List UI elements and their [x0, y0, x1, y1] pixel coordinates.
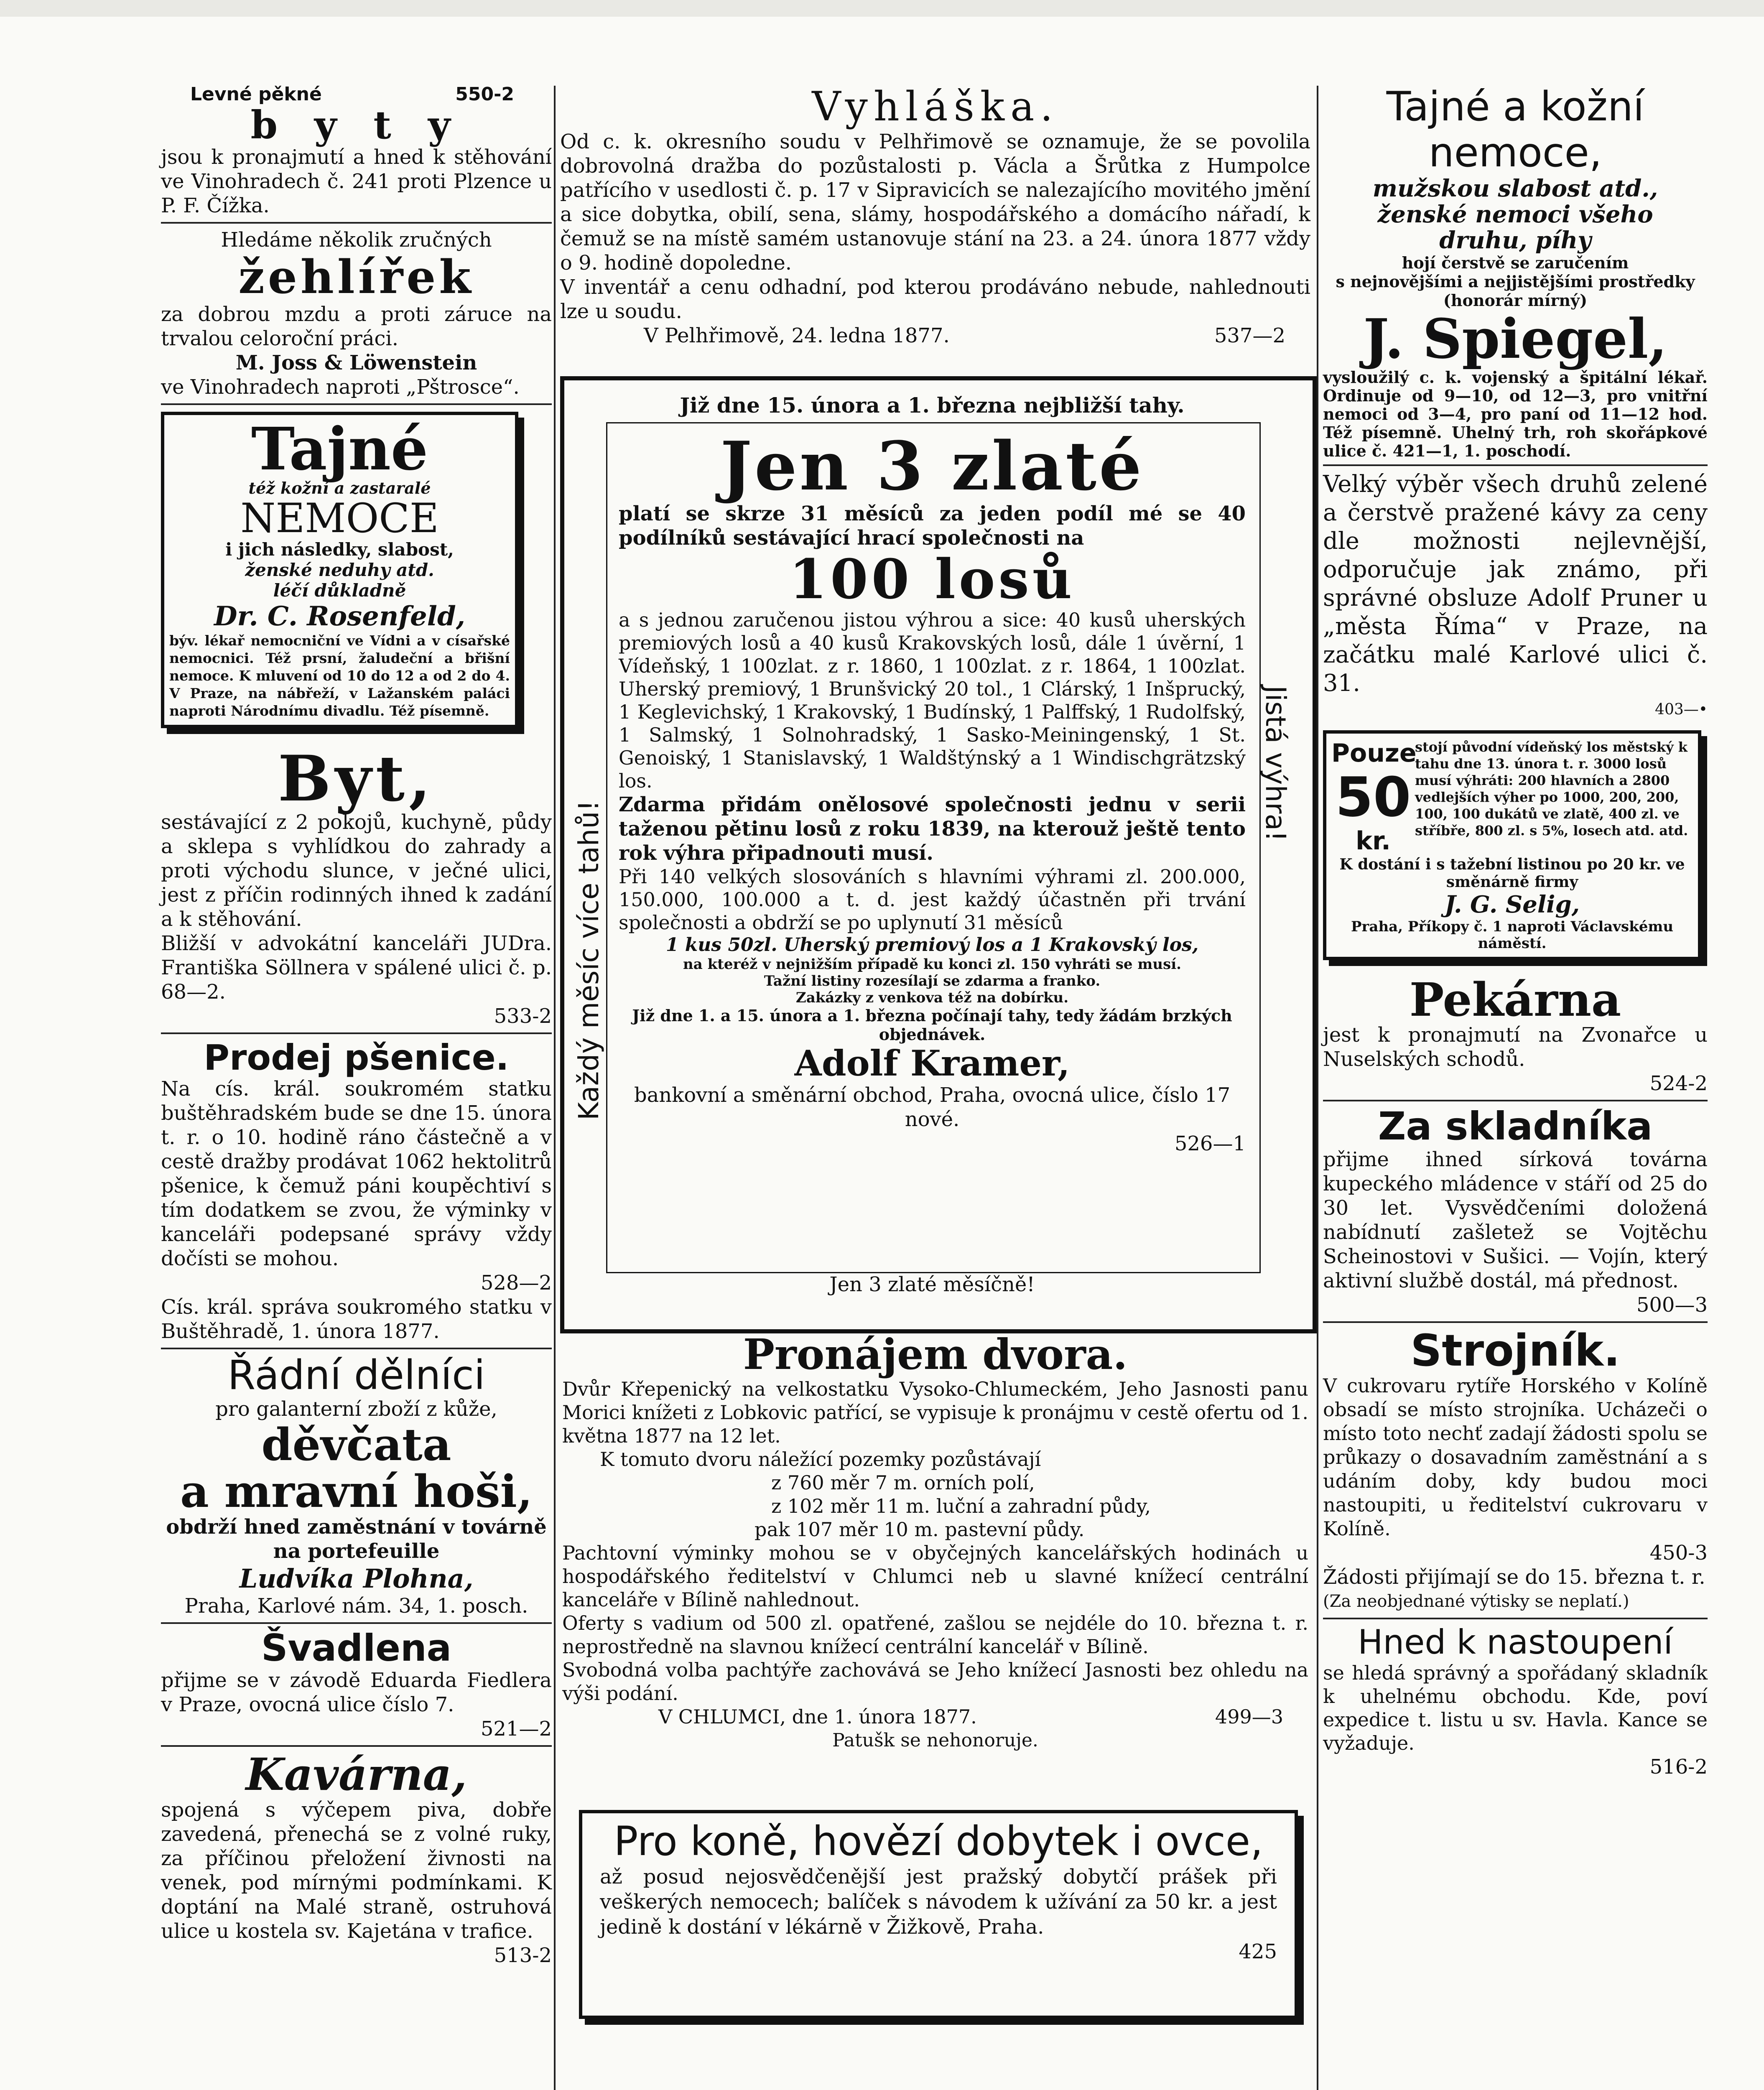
ad-text: býv. lékař nemocniční ve Vídni a v císařské nemocnici. Též prsní, žaludeční a břišní nemoce. K mluvení od 10 do 12 a od 2 do 4. V Praze, na nábřeží, v Lažanském paláci naproti Národnímu divadlu. Též písemně. — [169, 632, 510, 719]
ad-text: Od c. k. okresního soudu v Pelhřimově se oznamuje, že se povolila dobrovolná dražba do pozůstalosti p. Václa a Šrůtka z Humpolce patřícího v usedlosti č. p. 17 v Sipravicích se nalezajícího movitého jmění a sice dobytka, obilí, sena, slámy, hospodářského a domácího nářadí, k čemuž se na místě samém ustanovuje stání na 23. a 24. února 1877 vždy o 9. hodině dopoledne. — [560, 130, 1310, 275]
ad-delnici — [161, 1353, 552, 1618]
ad-title: žehlířek — [238, 250, 474, 304]
ad-line: ženské nemoci všeho — [1377, 201, 1653, 228]
ad-firm: Ludvíka Plohna, — [239, 1563, 474, 1594]
divider — [1323, 1321, 1708, 1323]
ad-line: i jich následky, slabost, — [225, 539, 454, 560]
ad-title: b y t y — [250, 102, 462, 148]
ad-title: Byt, — [278, 742, 435, 816]
ad-name: J. Spiegel, — [1363, 307, 1667, 371]
ad-title: Švadlena — [261, 1626, 451, 1669]
ad-vyhlaska — [560, 84, 1310, 348]
ad-title: Prodej pšenice. — [204, 1037, 509, 1078]
ad-name: J. G. Selig, — [1444, 891, 1580, 918]
divider — [1323, 1618, 1708, 1619]
ad-text-2: Bližší v advokátní kanceláři JUDra. Františka Söllnera v spálené ulici č. p. 68—2. — [161, 932, 552, 1004]
ad-text: Dvůr Křepenický na velkostatku Vysoko-Chlumeckém, Jeho Jasnosti panu Morici knížeti z Lobkovic patřící, se vypisuje k pronájmu v cestě ofertu od 1. května 1877 na 12 let. — [562, 1378, 1308, 1447]
column-rule — [1317, 86, 1318, 2090]
ad-address: Praha, Karlové nám. 34, 1. posch. — [184, 1594, 528, 1618]
ad-address: Praha, Příkopy č. 1 naproti Václavskému náměstí. — [1351, 918, 1674, 952]
divider — [161, 1745, 552, 1747]
ad-row: pak 107 měr 10 m. pastevní půdy. — [755, 1518, 1085, 1541]
ad-line: s nejnovějšími a nejjistějšími prostředky — [1336, 272, 1695, 291]
ad-title: Za skladníka — [1378, 1104, 1653, 1149]
ad-line: Tažní listiny rozesílají se zdarma a franko. — [764, 973, 1101, 989]
ad-firm: M. Joss & Löwenstein — [235, 351, 477, 375]
ad-label: Levné pěkné — [190, 84, 322, 105]
ad-tajne-spiegel — [1323, 84, 1708, 460]
ad-line: pro galanterní zboží z kůže, — [215, 1397, 497, 1421]
ad-kava — [1323, 470, 1708, 722]
ad-zehlirek — [161, 228, 552, 399]
ad-line: platí se skrze 31 měsíců za jeden podíl mé se 40 podílníků sestávající hrací společnosti na — [619, 502, 1246, 550]
column-right — [1323, 84, 1708, 1779]
ad-text-2: K dostání i s tažební listinou po 20 kr. ve směnárně firmy — [1339, 856, 1685, 891]
ad-text: spojená s výčepem piva, dobře zavedená, přenechá se z volné ruky, za příčinou přeložení živnosti na venek, pod mírnými podmínkami. K doptání na Malé straně, ostruhová ulice u kostela sv. Kajetána v trafice. — [161, 1798, 552, 1943]
ad-text: a s jednou zaručenou jistou výhrou a sice: 40 kusů uherských premiových losů a 40 kusů Krakovských losů, dále 1 úvěrní, 1 Vídeňský, 1 100zlat. z r. 1860, 1 100zlat. z r. 1864, 1 100zlat. Uherský premiový, 1 Brunšvický 20 tol., 1 Clárský, 1 Inšprucký, 1 Keglevichský, 1 Krakovský, 1 Budínský, 1 Palffský, 1 Rudolfský, 1 Salmský, 1 Solnohradský, 1 Sasko-Meiningenský, 1 St. Genoiský, 1 Stanislavský, 1 Waldštýnský a 1 Windischgrätzský los. — [619, 609, 1246, 792]
ad-title: Pekárna — [1409, 973, 1621, 1027]
ad-banner-bottom: Jen 3 zlaté měsíčně! — [829, 1273, 1035, 1296]
ad-number: 516-2 — [1649, 1755, 1708, 1779]
ad-byty — [161, 84, 552, 218]
ad-skladnik — [1323, 1106, 1708, 1317]
ad-text-2: Při 140 velkých slosováních s hlavními výhrami zl. 200.000, 150.000, 100.000 a t. d. jest každý účastněn při trvání společnosti a obdrží se po uplynutí 31 měsíců — [619, 865, 1246, 934]
ad-number: 526—1 — [1174, 1132, 1246, 1155]
ad-text-5: Svobodná volba pachtýře zachovává se Jeho knížecí Jasnosti bez ohledu na výši podání. — [562, 1659, 1308, 1705]
ad-line: (honorár mírný) — [1443, 291, 1588, 310]
ad-text-3: (Za neobjednané výtisky se neplatí.) — [1323, 1592, 1629, 1611]
ad-tajne-rosenfeld — [161, 412, 518, 728]
ad-line: hojí čerstvě se zaručením — [1402, 253, 1629, 272]
divider — [161, 403, 552, 405]
ad-text-2: V inventář a cenu odhadní, pod kterou prodáváno nebude, nahlednouti lze u soudu. — [560, 275, 1310, 323]
ad-text: přijme ihned sírková továrna kupeckého mládence v stáří od 25 do 30 let. Vysvědčeními doložená nabídnutí zašletež se Vojtěchu Scheinostovi v Sušici. — Vojín, který aktivní službě dostál, má přednost. — [1323, 1148, 1708, 1292]
ad-title: Strojník. — [1410, 1325, 1620, 1376]
ad-number: 524-2 — [1649, 1072, 1708, 1095]
ad-subtitle: též kožní a zastaralé — [248, 479, 431, 497]
ad-title-2: děvčata — [261, 1418, 451, 1471]
ad-selig — [1323, 730, 1701, 960]
ad-text: přijme se v závodě Eduarda Fiedlera v Praze, ovocná ulice číslo 7. — [161, 1669, 552, 1716]
ad-address: ve Vinohradech naproti „Pštrosce“. — [161, 375, 520, 399]
ad-number: 513-2 — [494, 1944, 552, 1967]
ad-byt — [161, 742, 552, 1028]
ad-title: Tajné — [251, 415, 428, 484]
divider — [161, 1032, 552, 1034]
divider — [161, 222, 552, 224]
ad-sign: Cís. král. správa soukromého statku v Buštěhradě, 1. února 1877. — [161, 1295, 552, 1343]
ad-text-2: K tomuto dvoru náležící pozemky pozůstávají — [600, 1448, 1041, 1471]
ad-zdarma: Zdarma přidám onělosové společnosti jednu v serii taženou pětinu losů z roku 1839, na kterouž ještě tento rok výhra připadnouti musí. — [619, 793, 1246, 865]
divider — [161, 1348, 552, 1349]
ad-title: Hned k nastoupení — [1358, 1623, 1673, 1662]
ad-price: 50 — [1335, 765, 1411, 829]
ad-number: 450-3 — [1649, 1541, 1708, 1565]
ad-text: až posud nejosvědčenější jest pražský dobytčí prášek při veškerých nemocech; balíček s návodem k užívání za 50 kr. a jest jedině k dostání v lékárně v Žižkově, Praha. — [600, 1865, 1277, 1939]
ad-title: Vyhláška. — [812, 83, 1059, 130]
ad-text-2: Žádosti přijímají se do 15. března t. r. — [1323, 1565, 1705, 1589]
ad-side-left: Každý měsíc více tahů! — [573, 800, 605, 1120]
divider — [161, 1622, 552, 1624]
ad-number: 521—2 — [480, 1717, 552, 1741]
ad-row: z 102 měr 11 m. luční a zahradní půdy, — [771, 1495, 1151, 1517]
ad-number: 425 — [1239, 1940, 1277, 1963]
ad-title: Kavárna, — [245, 1748, 467, 1800]
ad-bold: 1 kus 50zl. Uherský premiový los a 1 Krakovský los, — [665, 934, 1199, 956]
ad-address: bankovní a směnární obchod, Praha, ovocná ulice, číslo 17 nové. — [634, 1083, 1231, 1131]
divider — [1323, 464, 1708, 466]
ad-strojnik — [1323, 1327, 1708, 1613]
divider — [1323, 1100, 1708, 1101]
ad-text-3: Pachtovní výminky mohou se v obyčejných kancelářských hodinách u hospodářského ředitelství v Chlumci neb u slavné knížecí centrální kanceláře v Bílině nahlednout. — [562, 1542, 1308, 1611]
ad-line: Zakázky z venkova též na dobírku. — [795, 989, 1069, 1006]
ad-row: z 760 měr 7 m. orních polí, — [771, 1471, 1035, 1494]
ad-currency: kr. — [1356, 826, 1391, 856]
ad-sign: V CHLUMCI, dne 1. února 1877. — [658, 1705, 977, 1728]
ad-title: Pro koně, hovězí dobytek i ovce, — [614, 1818, 1263, 1865]
ad-pekarna — [1323, 973, 1708, 1096]
ad-text: sestávající z 2 pokojů, kuchyně, půdy a sklepa s vyhlídkou do zahrady a proti východu slunce, v ječné ulici, jest z příčin rodinných ihned k zadání a k stěhování. — [161, 811, 552, 931]
ad-big: 100 losů — [789, 547, 1076, 611]
ad-kone — [579, 1810, 1298, 2019]
ad-prodej-psenice — [161, 1038, 552, 1343]
ad-line: mužskou slabost atd., — [1372, 175, 1658, 202]
ad-text-3: na kteréž v nejnižším případě ku konci zl. 150 vyhráti se musí. — [683, 956, 1181, 973]
ad-pronajem — [562, 1331, 1308, 1753]
ad-text: obdrží hned zaměstnání v továrně na portefeuille — [166, 1515, 547, 1563]
ad-title-3: a mravní hoši, — [180, 1465, 533, 1517]
ad-kavarna — [161, 1748, 552, 1968]
column-middle — [560, 84, 1310, 348]
ad-text: jsou k pronajmutí a hned k stěhování ve Vinohradech č. 241 proti Plzence u P. F. Čížka. — [161, 145, 552, 217]
column-left — [161, 84, 552, 1968]
ad-title: Pronájem dvora. — [743, 1330, 1128, 1379]
ad-text: V cukrovaru rytíře Horského v Kolíně obsadí se místo strojníka. Ucházeči o místo toto nechť zadají žádosti spolu se průkazy o dosavadním zaměstnání a s udáním doby, kdy budou moci nastoupiti, u ředitelství cukrovaru v Kolíně. — [1323, 1374, 1708, 1540]
ad-sign: V Pelhřimově, 24. ledna 1877. — [644, 324, 950, 347]
ad-hned — [1323, 1624, 1708, 1779]
ad-text: jest k pronajmutí na Zvonařce u Nuselských schodů. — [1323, 1023, 1708, 1071]
ad-footnote: Patušk se nehonoruje. — [832, 1730, 1038, 1751]
ad-number: 550-2 — [455, 84, 514, 105]
ad-banner-top: Již dne 15. února a 1. března nejbližší tahy. — [680, 393, 1185, 418]
ad-text: Velký výběr všech druhů zelené a čerstvě pražené kávy za ceny dle možnosti nejlevnější, odporučuje jak známo, při správné obsluze Adolf Pruner u „města Říma“ v Praze, na začátku malé Karlové ulici č. 31. — [1323, 471, 1708, 697]
ad-name: Adolf Kramer, — [794, 1042, 1070, 1084]
ad-text: za dobrou mzdu a proti záruce na trvalou celoroční práci. — [161, 303, 552, 350]
ad-side-right: Jistá výhra! — [1259, 686, 1292, 842]
ad-line: léčí důkladně — [273, 580, 406, 601]
ad-title: Jen 3 zlaté — [720, 427, 1144, 505]
ad-pouze: Pouze — [1331, 739, 1417, 768]
ad-line: druhu, píhy — [1439, 227, 1591, 254]
ad-number: 403—• — [1655, 701, 1708, 718]
ad-number: 528—2 — [480, 1271, 552, 1295]
ad-title-2: NEMOCE — [240, 495, 439, 542]
ad-lead: Hledáme několik zručných — [221, 228, 492, 252]
ad-svadlena — [161, 1628, 552, 1741]
page-edge — [0, 0, 1764, 17]
ad-number: 537—2 — [1214, 324, 1285, 347]
ad-text: vysloužilý c. k. vojenský a špitální lékař. Ordinuje od 9—10, od 12—3, pro vnitřní nemoci od 3—4, pro paní od 11—12 hod. Též písemně. Uhelný trh, roh skořápkové ulice č. 421—1, 1. poschodí. — [1323, 368, 1708, 460]
ad-text-4: Oferty s vadium od 500 zl. opatřené, zašlou se nejdéle do 10. března t. r. neprostředně na slavnou knížecí centrální kancelář v Bílině. — [562, 1612, 1308, 1658]
ad-title: Tajné a kožní nemoce, — [1386, 83, 1644, 176]
ad-line: Již dne 1. a 15. února a 1. března počínají tahy, tedy žádám brzkých objednávek. — [632, 1006, 1232, 1044]
ad-title: Řádní dělníci — [227, 1352, 485, 1399]
ad-text: stojí původní vídeňský los městský k tahu dne 13. února t. r. 3000 losů musí výhráti: 200 hlavních a 2800 vedlejších výher po 1000, 200, 200, 100, 100 dukátů ve zlatě, 400 zl. ve stříbře, 800 zl. s 5%, losech atd. atd. — [1415, 739, 1688, 839]
ad-number: 500—3 — [1636, 1293, 1708, 1317]
ad-line: ženské neduhy atd. — [245, 560, 434, 580]
column-rule — [554, 86, 556, 2090]
ad-kramer — [619, 427, 1246, 1156]
ad-text: se hledá správný a spořádaný skladník k uhelnému obchodu. Kde, poví expedice t. listu u sv. Havla. Kance se vyžaduje. — [1323, 1662, 1708, 1754]
ad-number: 533-2 — [494, 1004, 552, 1028]
ad-number: 499—3 — [1215, 1705, 1283, 1728]
ad-text: Na cís. král. soukromém statku buštěhradském bude se dne 15. února t. r. o 10. hodině ráno částečně a v cestě dražby prodávat 1062 hektolitrů pšenice, k čemuž páni koupěchtiví s tím dodatkem se zvou, že výminky v kanceláři podepsané správy vždy dočísti se mohou. — [161, 1077, 552, 1270]
ad-doctor: Dr. C. Rosenfeld, — [214, 601, 466, 632]
